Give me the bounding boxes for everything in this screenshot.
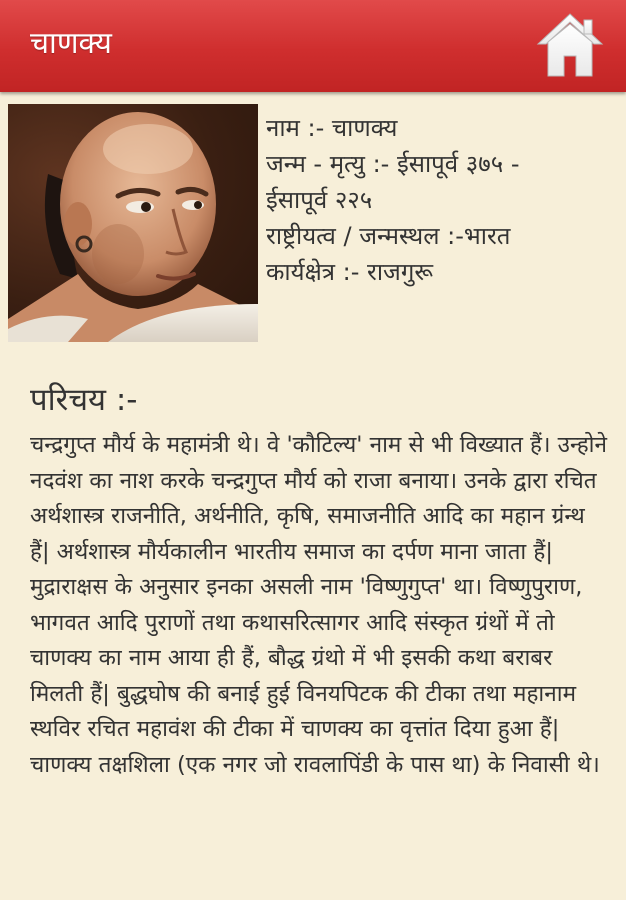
- field-line: कार्यक्षेत्र :- राजगुरू: [266, 258, 434, 286]
- page-title: चाणक्य: [30, 26, 112, 61]
- profile-info: [266, 110, 616, 290]
- name-line: नाम :- चाणक्य: [266, 114, 398, 142]
- home-button[interactable]: [534, 10, 606, 80]
- birth-death-line: जन्म - मृत्यु :- ईसापूर्व ३७५ -: [266, 150, 520, 178]
- intro-text: चन्द्रगुप्त मौर्य के महामंत्री थे। वे 'कौटिल्य' नाम से भी विख्यात हैं। उन्होने नदवंश का नाश करके चन्द्रगुप्त मौर्य को राजा बनाया। उनके द्वारा रचित अर्थशास्त्र राजनीति, अर्थनीति, कृषि, समाजनीति आदि का महान ग्रंन्थ हैं| अर्थशास्त्र मौर्यकालीन भारतीय समाज का दर्पण माना जाता हैं| मुद्राराक्षस के अनुसार इनका असली नाम 'विष्णुगुप्त' था। विष्णुपुराण, भागवत आदि पुराणों तथा कथासरित्सागर आदि संस्कृत ग्रंथों में तो चाणक्य का नाम आया ही हैं, बौद्ध ग्रंथो में भी इसकी कथा बराबर मिलती हैं| बुद्धघोष की बनाई हुई विनयपिटक की टीका तथा महानाम स्थविर रचित महावंश की टीका में चाणक्य का वृत्तांत दिया हुआ हैं| चाणक्य तक्षशिला (एक नगर जो रावलापिंडी के पास था) के निवासी थे।: [30, 432, 607, 778]
- home-icon: [534, 10, 606, 80]
- portrait-image: [8, 104, 258, 342]
- chanakya-portrait: [8, 104, 258, 342]
- nationality-line: राष्ट्रीयत्व / जन्मस्थल :-भारत: [266, 222, 511, 250]
- birth-death-line-continued: ईसापूर्व २२५: [266, 186, 373, 214]
- app-header: [0, 0, 626, 92]
- intro-title: परिचय :-: [30, 382, 138, 418]
